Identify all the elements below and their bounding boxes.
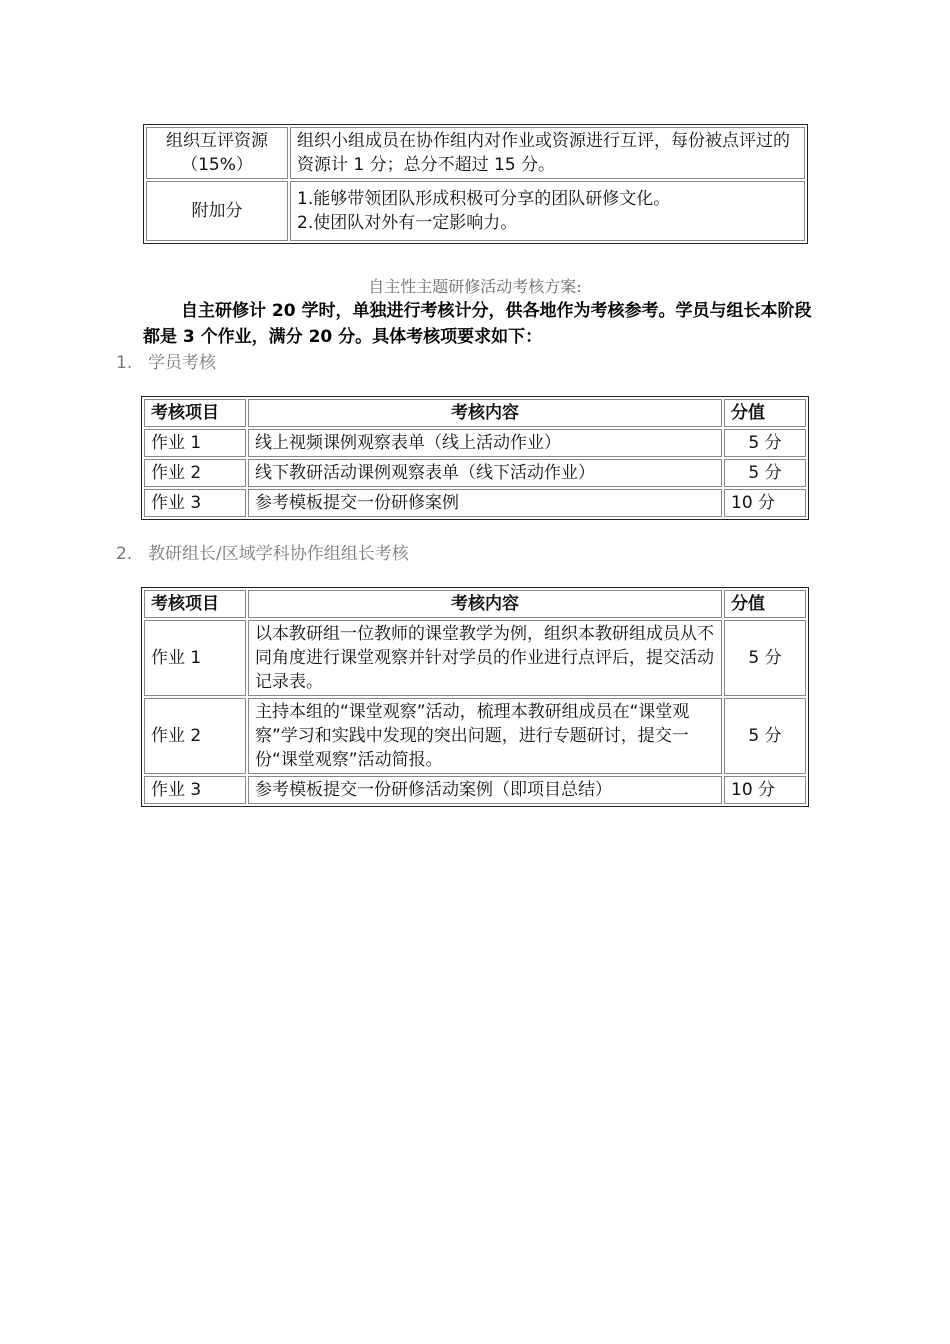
table-row <box>144 429 806 457</box>
cell-item: 作业 1 <box>144 429 246 457</box>
header-score: 分值 <box>724 399 806 427</box>
evaluation-table-continued <box>143 124 808 244</box>
cell-item: 作业 2 <box>144 459 246 487</box>
header-item: 考核项目 <box>144 590 246 618</box>
header-content: 考核内容 <box>248 399 722 427</box>
header-score: 分值 <box>724 590 806 618</box>
section-title: 学员考核 <box>148 353 216 373</box>
header-content: 考核内容 <box>248 590 722 618</box>
intro-paragraph: 自主研修计 20 学时，单独进行考核计分，供各地作为考核参考。学员与组长本阶段都是 3 个作业，满分 20 分。具体考核项要求如下： <box>143 301 812 347</box>
cell-content: 主持本组的“课堂观察”活动，梳理本教研组成员在“课堂观察”学习和实践中发现的突出问题，进行专题研讨，提交一份“课堂观察”活动简报。 <box>248 698 722 774</box>
table-row <box>144 620 806 696</box>
header-item: 考核项目 <box>144 399 246 427</box>
table-row <box>144 776 806 804</box>
section-heading-students <box>116 348 216 373</box>
cell-score: 5 分 <box>724 698 806 774</box>
cell-score: 10 分 <box>724 489 806 517</box>
row-content <box>290 181 805 241</box>
content-line: 2.使团队对外有一定影响力。 <box>297 213 518 233</box>
student-assessment-table <box>141 396 809 520</box>
table-header-row <box>144 399 806 427</box>
cell-score: 10 分 <box>724 776 806 804</box>
cell-score: 5 分 <box>724 429 806 457</box>
section-number: 2. <box>116 544 133 564</box>
table-row <box>146 181 805 241</box>
table-row <box>144 489 806 517</box>
content-line: 1.能够带领团队形成积极可分享的团队研修文化。 <box>297 189 671 209</box>
table-row <box>144 459 806 487</box>
cell-score: 5 分 <box>724 459 806 487</box>
cell-content: 线上视频课例观察表单（线上活动作业） <box>248 429 722 457</box>
row-content: 组织小组成员在协作组内对作业或资源进行互评，每份被点评过的资源计 1 分；总分不超过 15 分。 <box>290 127 805 179</box>
section-title: 教研组长/区域学科协作组组长考核 <box>148 544 409 564</box>
cell-score: 5 分 <box>724 620 806 696</box>
section-heading-leaders <box>116 539 409 564</box>
cell-item: 作业 3 <box>144 489 246 517</box>
cell-content: 以本教研组一位教师的课堂教学为例，组织本教研组成员从不同角度进行课堂观察并针对学员的作业进行点评后，提交活动记录表。 <box>248 620 722 696</box>
leader-assessment-table <box>141 587 809 807</box>
cell-item: 作业 1 <box>144 620 246 696</box>
cell-content: 线下教研活动课例观察表单（线下活动作业） <box>248 459 722 487</box>
cell-content: 参考模板提交一份研修活动案例（即项目总结） <box>248 776 722 804</box>
table-header-row <box>144 590 806 618</box>
section-number: 1. <box>116 353 133 373</box>
plan-title: 自主性主题研修活动考核方案: <box>368 277 582 296</box>
cell-item: 作业 2 <box>144 698 246 774</box>
cell-item: 作业 3 <box>144 776 246 804</box>
cell-content: 参考模板提交一份研修案例 <box>248 489 722 517</box>
row-label: 附加分 <box>146 181 288 241</box>
table-row <box>146 127 805 179</box>
row-label: 组织互评资源（15%） <box>146 127 288 179</box>
table-row <box>144 698 806 774</box>
